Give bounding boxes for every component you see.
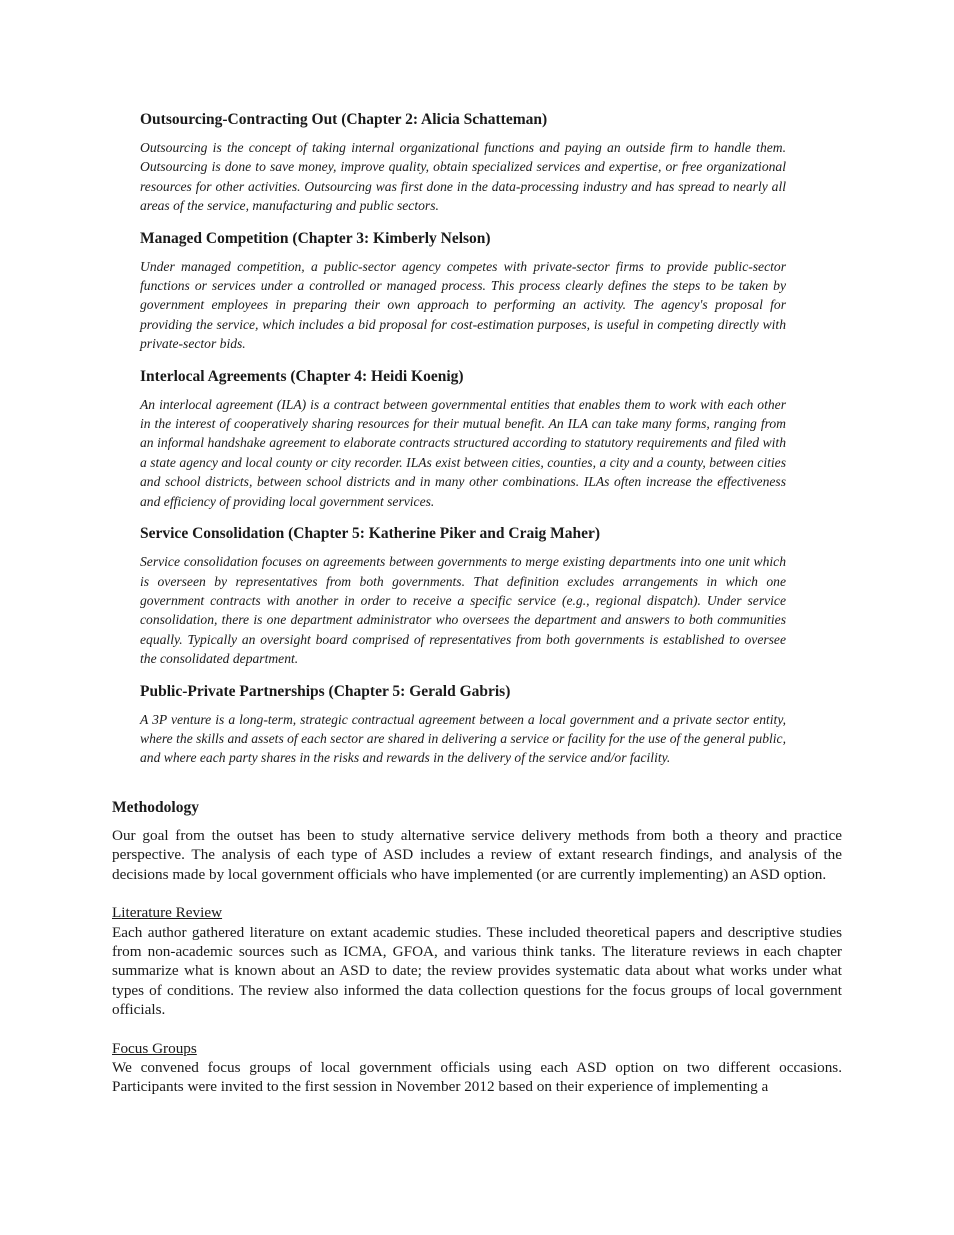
focus-groups-body: We convened focus groups of local government officials using each ASD option on two different occasions. Participants were invited to the first session in November 2012 based on their experience of implementing a [112,1059,842,1096]
definition-public-private-partnerships [140,682,786,768]
literature-review-block [112,903,842,1019]
asd-definitions [140,110,786,781]
focus-groups-heading: Focus Groups [112,1039,197,1057]
definition-outsourcing [140,110,786,216]
focus-groups-block [112,1039,842,1097]
definition-body: Outsourcing is the concept of taking internal organizational functions and paying an outside firm to handle them. Outsourcing is done to save money, improve quality, obtain specialized services and expertise, or free organizational resources for other activities. Outsourcing was first done in the data-processing industry and has spread to nearly all areas of the service, manufacturing and public sectors. [140,140,786,214]
methodology-intro: Our goal from the outset has been to study alternative service delivery methods from both a theory and practice perspective. The analysis of each type of ASD includes a review of extant research findings, and analysis of the decisions made by local government officials who have implemented (or are currently implementing) an ASD option. [112,827,842,883]
literature-review-body: Each author gathered literature on extant academic studies. These included theoretical papers and descriptive studies from non-academic sources such as ICMA, GFOA, and various think tanks. The literature reviews in each chapter summarize what is known about an ASD to date; the review provides systematic data about what works under what types of conditions. The review also informed the data collection questions for the focus groups of local government officials. [112,923,842,1019]
definition-title: Outsourcing-Contracting Out (Chapter 2: Alicia Schatteman) [140,111,548,128]
definition-title: Service Consolidation (Chapter 5: Katherine Piker and Craig Maher) [140,525,601,543]
definition-interlocal-agreements [140,367,786,511]
definition-managed-competition [140,229,786,354]
definition-body: Under managed competition, a public-sector agency competes with private-sector firms to provide public-sector functions or services under a controlled or managed process. This process clearly defines the steps to be taken by government employees in preparing their own approach to performing an activity. The agency's proposal for providing the service, which includes a bid proposal for cost-estimation purposes, is useful in competing directly with private-sector bids. [140,258,786,352]
definition-body: Service consolidation focuses on agreements between governments to merge existing departments into one unit which is overseen by representatives from both governments. That definition excludes arrangements in which one government contracts with another in order to receive a specific service (e.g., regional dispatch). Under service consolidation, there is one department administrator who oversees the department and answers to both communities equally. Typically an oversight board comprised of representatives from both governments is established to oversee the consolidated department. [140,554,786,667]
methodology-section [112,798,842,1116]
methodology-heading: Methodology [112,799,199,816]
definition-service-consolidation [140,524,786,668]
definition-title: Public-Private Partnerships (Chapter 5: Gerald Gabris) [140,682,511,700]
definition-body: A 3P venture is a long-term, strategic contractual agreement between a local government and a private sector entity, where the skills and assets of each sector are shared in delivering a service or facility for the use of the general public, and where each party shares in the risks and rewards in the delivery of the service and/or facility. [140,711,786,766]
definition-title: Managed Competition (Chapter 3: Kimberly Nelson) [140,229,491,247]
definition-body: An interlocal agreement (ILA) is a contract between governmental entities that enables them to work with each other in the interest of cooperatively sharing resources for their mutual benefit. An ILA can take many forms, ranging from an informal handshake agreement to elaborate contracts structured according to statutory requirements and filed with a state agency and local county or city recorder. ILAs exist between cities, counties, a city and a county, between cities and school districts, between school districts and in many other combinations. ILAs often increase the effectiveness and efficiency of providing local government services. [140,396,786,509]
literature-review-heading: Literature Review [112,904,223,922]
definition-title: Interlocal Agreements (Chapter 4: Heidi Koenig) [140,367,464,385]
